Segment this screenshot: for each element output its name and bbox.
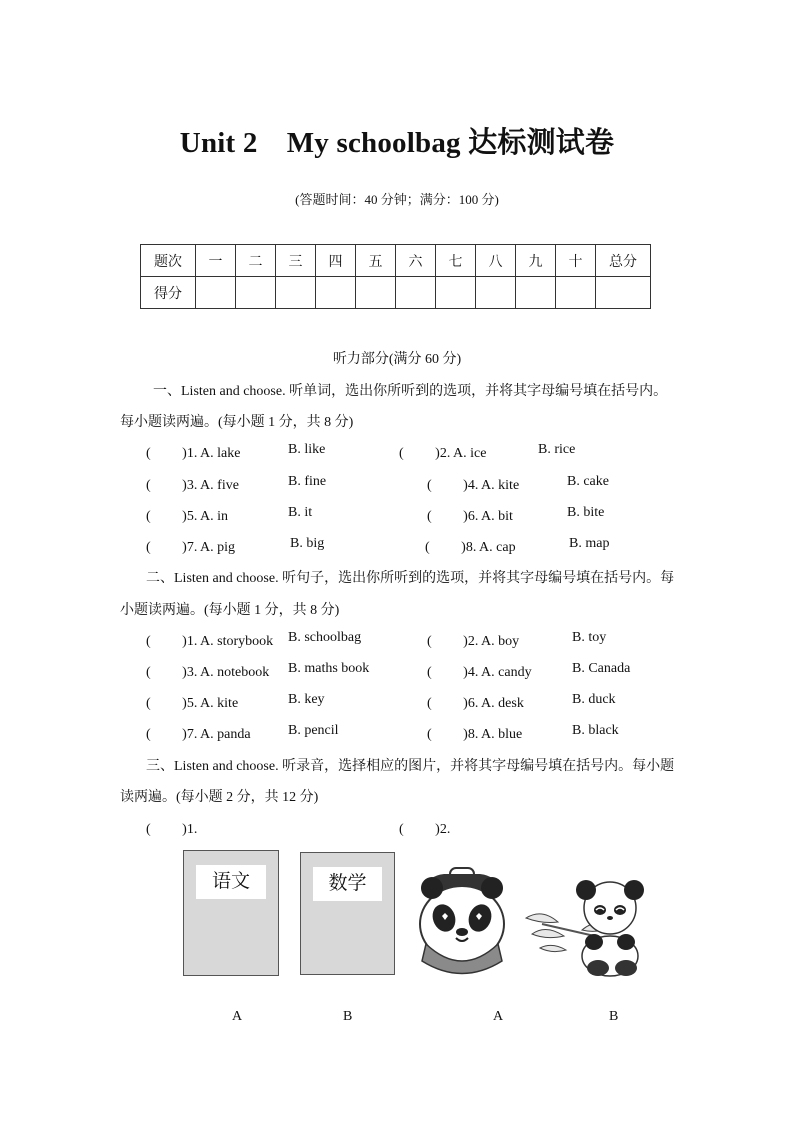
s2-q8-option-a: ( )8. A. blue (427, 727, 523, 742)
score-table-score-row (141, 277, 651, 309)
score-input-cell[interactable] (516, 277, 556, 309)
s1-q8-option-b: B. map (569, 536, 610, 551)
page-title: Unit 2 My schoolbag 达标测试卷 (179, 127, 615, 159)
score-cell: 总分 (596, 245, 651, 277)
score-table (140, 244, 651, 309)
maths-book-label: 数学 (313, 867, 382, 901)
exam-time-info: (答题时间：40 分钟；满分：100 分) (295, 192, 499, 207)
section2-instruction: 二、Listen and choose. 听句子，选出你所听到的选项，并将其字母编号填在括号内。每 (146, 571, 675, 586)
s1-q6-option-a: ( )6. A. bit (427, 509, 513, 524)
s1-q3-option-b: B. fine (288, 474, 327, 489)
score-input-cell[interactable] (556, 277, 596, 309)
score-cell: 八 (476, 245, 516, 277)
s2-q5-option-b: B. key (288, 692, 325, 707)
chinese-book-image (183, 850, 279, 976)
s2-q1-option-a: ( )1. A. storybook (146, 634, 274, 649)
s2-q1-option-b: B. schoolbag (288, 630, 362, 645)
panda-schoolbag-image (412, 866, 512, 978)
s1-q6-option-b: B. bite (567, 505, 605, 520)
maths-book-image (300, 852, 395, 975)
score-input-cell[interactable] (236, 277, 276, 309)
score-input-cell[interactable] (436, 277, 476, 309)
chinese-book-label: 语文 (196, 865, 266, 899)
score-input-cell[interactable] (396, 277, 436, 309)
s1-q3-option-a: ( )3. A. five (146, 478, 239, 493)
listening-section-header: 听力部分(满分 60 分) (332, 352, 462, 367)
score-row-label: 得分 (141, 277, 196, 309)
score-cell: 六 (396, 245, 436, 277)
score-input-cell[interactable] (196, 277, 236, 309)
s1-q5-option-b: B. it (288, 505, 313, 520)
score-input-cell[interactable] (356, 277, 396, 309)
picture-caption-b: B (343, 1009, 353, 1024)
score-cell: 四 (316, 245, 356, 277)
score-cell: 二 (236, 245, 276, 277)
score-input-cell[interactable] (316, 277, 356, 309)
score-input-cell[interactable] (596, 277, 651, 309)
picture-caption-a: A (232, 1009, 243, 1024)
s2-q2-option-a: ( )2. A. boy (427, 634, 520, 649)
panda-eating-bamboo-image (522, 878, 654, 978)
s1-q2-option-b: B. rice (538, 442, 576, 457)
s3-q1: ( )1. (146, 822, 198, 837)
s2-q6-option-a: ( )6. A. desk (427, 696, 524, 711)
section1-instruction-cont: 每小题读两遍。(每小题 1 分，共 8 分) (120, 415, 354, 430)
section3-instruction-cont: 读两遍。(每小题 2 分，共 12 分) (120, 790, 319, 805)
score-cell: 五 (356, 245, 396, 277)
s2-q5-option-a: ( )5. A. kite (146, 696, 239, 711)
s1-q8-option-a: ( )8. A. cap (425, 540, 516, 555)
s2-q4-option-a: ( )4. A. candy (427, 665, 532, 680)
score-cell: 十 (556, 245, 596, 277)
s1-q1-option-a: ( )1. A. lake (146, 446, 241, 461)
s1-q7-option-a: ( )7. A. pig (146, 540, 236, 555)
s2-q6-option-b: B. duck (572, 692, 616, 707)
score-cell: 九 (516, 245, 556, 277)
s1-q5-option-a: ( )5. A. in (146, 509, 229, 524)
s1-q4-option-b: B. cake (567, 474, 609, 489)
s1-q2-option-a: ( )2. A. ice (399, 446, 487, 461)
section1-instruction: 一、Listen and choose. 听单词，选出你所听到的选项，并将其字母编号填在括号内。 (153, 384, 668, 399)
score-cell: 三 (276, 245, 316, 277)
s2-q3-option-b: B. maths book (288, 661, 370, 676)
s1-q7-option-b: B. big (290, 536, 325, 551)
score-input-cell[interactable] (476, 277, 516, 309)
score-cell: 七 (436, 245, 476, 277)
s2-q7-option-a: ( )7. A. panda (146, 727, 251, 742)
s2-q4-option-b: B. Canada (572, 661, 631, 676)
score-cell: 一 (196, 245, 236, 277)
score-cell: 题次 (141, 245, 196, 277)
s2-q2-option-b: B. toy (572, 630, 607, 645)
s2-q3-option-a: ( )3. A. notebook (146, 665, 270, 680)
score-input-cell[interactable] (276, 277, 316, 309)
section3-instruction: 三、Listen and choose. 听录音，选择相应的图片，并将其字母编号填在括号内。每小题 (146, 759, 675, 774)
s2-q8-option-b: B. black (572, 723, 619, 738)
picture-caption-a: A (493, 1009, 504, 1024)
s1-q1-option-b: B. like (288, 442, 326, 457)
picture-caption-b: B (609, 1009, 619, 1024)
s1-q4-option-a: ( )4. A. kite (427, 478, 520, 493)
s3-q2: ( )2. (399, 822, 451, 837)
section2-instruction-cont: 小题读两遍。(每小题 1 分，共 8 分) (120, 603, 340, 618)
s2-q7-option-b: B. pencil (288, 723, 339, 738)
score-table-header-row (141, 245, 651, 277)
